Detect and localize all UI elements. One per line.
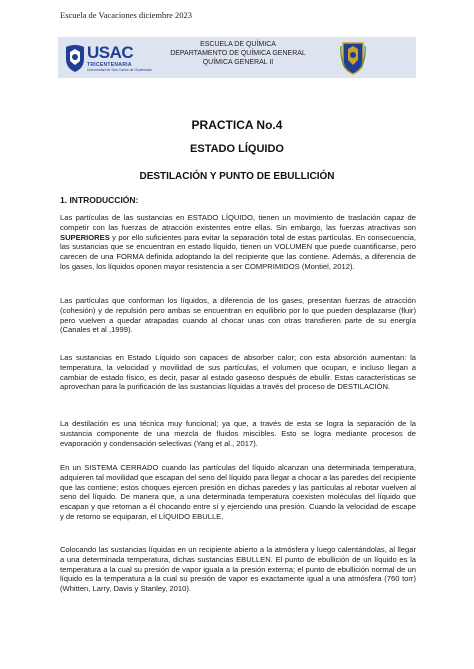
logo-subtitle: TRICENTENARIA [87,62,132,68]
header-line-course: QUÍMICA GENERAL II [202,59,274,66]
section-heading-introduction: 1. INTRODUCCIÓN: [60,195,139,205]
practice-title: PRACTICA No.4 [191,118,283,132]
practice-topic: DESTILACIÓN Y PUNTO DE EBULLICIÓN [139,171,335,182]
school-crest-icon [340,40,366,76]
paragraph-2: Las partículas que conforman los líquidos, a diferencia de los gases, presentan fuerzas de atracción (cohesión) y de repulsión pero ambas se encuentran en equilibrio por lo que pueden desplazarse (fluir) pero vuelven a quedar atrapadas cuando al chocar unas con otras transfieren parte de su energía (Canales et al ,1999). [60,296,416,335]
paragraph-5: En un SISTEMA CERRADO cuando las partículas del líquido alcanzan una determinada temperatura, adquieren tal movilidad que escapan del seno del líquido para llegar a chocar a las paredes del recipiente que las contiene; estos choques ejercen presión en dichas paredes y las partículas al rebotar vuelven al seno del líquido. De manera que, a una determinada temperatura coexisten moléculas del líquido que escapan y que retornan a él chocando entre sí y ejerciendo una presión. Cuando la velocidad de escape y de retorno se equiparan, el LÍQUIDO EBULLE. [60,463,416,521]
header-text [150,40,326,67]
paragraph-1-part-a: Las partículas de las sustancias en ESTADO LÍQUIDO, tienen un movimiento de traslación capaz de competir con las fuerzas de atracción existentes entre ellas. Sin embargo, las fuerzas atractivas son [60,213,416,232]
paragraph-6: Colocando las sustancias líquidas en un recipiente abierto a la atmósfera y luego calentándolas, al llegar a una determinada temperatura, dichas sustancias EBULLEN. El punto de ebullición de un líquido es la temperatura a la cual su presión de vapor iguala a la presión externa; el punto de ebullición normal de un líquido es la temperatura a la cual su presión de vapor es exactamente igual a una atmósfera (760 torr) (Whitten, Larry, Davis y Stanley, 2010). [60,545,416,594]
practice-subtitle: ESTADO LÍQUIDO [190,143,284,155]
paragraph-1-bold: SUPERIORES [60,232,110,242]
usac-emblem-icon [64,43,86,73]
logo-word: USAC [87,43,134,62]
top-note: Escuela de Vacaciones diciembre 2023 [60,10,193,20]
logo-subtitle-small: Universidad de San Carlos de Guatemala [87,68,152,72]
header-line-school: ESCUELA DE QUÍMICA [200,41,276,48]
usac-logo [64,41,154,75]
paragraph-1 [60,213,416,272]
paragraph-1-part-b: y por ello suficientes para evitar la separación total de estas partículas. En consecuencia, las sustancias que se encuentran en estado líquido, tienen un VOLUMEN que puede cuantificarse, pero carecen de una FORMA definida adoptando la del recipiente que las contiene. Además, a diferencia de los gases, los líquidos oponen mayor resistencia a ser COMPRIMIDOS (Montiel, 2012). [60,232,416,271]
header-line-department: DEPARTAMENTO DE QUÍMICA GENERAL [170,50,306,57]
paragraph-4: La destilación es una técnica muy funcional; ya que, a través de esta se logra la separación de la sustancia componente de una mezcla de fluidos miscibles. Esto se logra mediante procesos de evaporación y condensación selectivas (Yang et al., 2017). [60,419,416,448]
paragraph-3: Las sustancias en Estado Líquido son capaces de absorber calor; con esta absorción aumentan: la temperatura, la velocidad y movilidad de sus partículas, el volumen que ocupan, e incluso llegan a cambiar de estado físico, es decir, pasar al estado gaseoso después de ebullir. Estas características se aprovechan para la purificación de las sustancias líquidas a través del proceso de DESTILACIÓN. [60,353,416,392]
